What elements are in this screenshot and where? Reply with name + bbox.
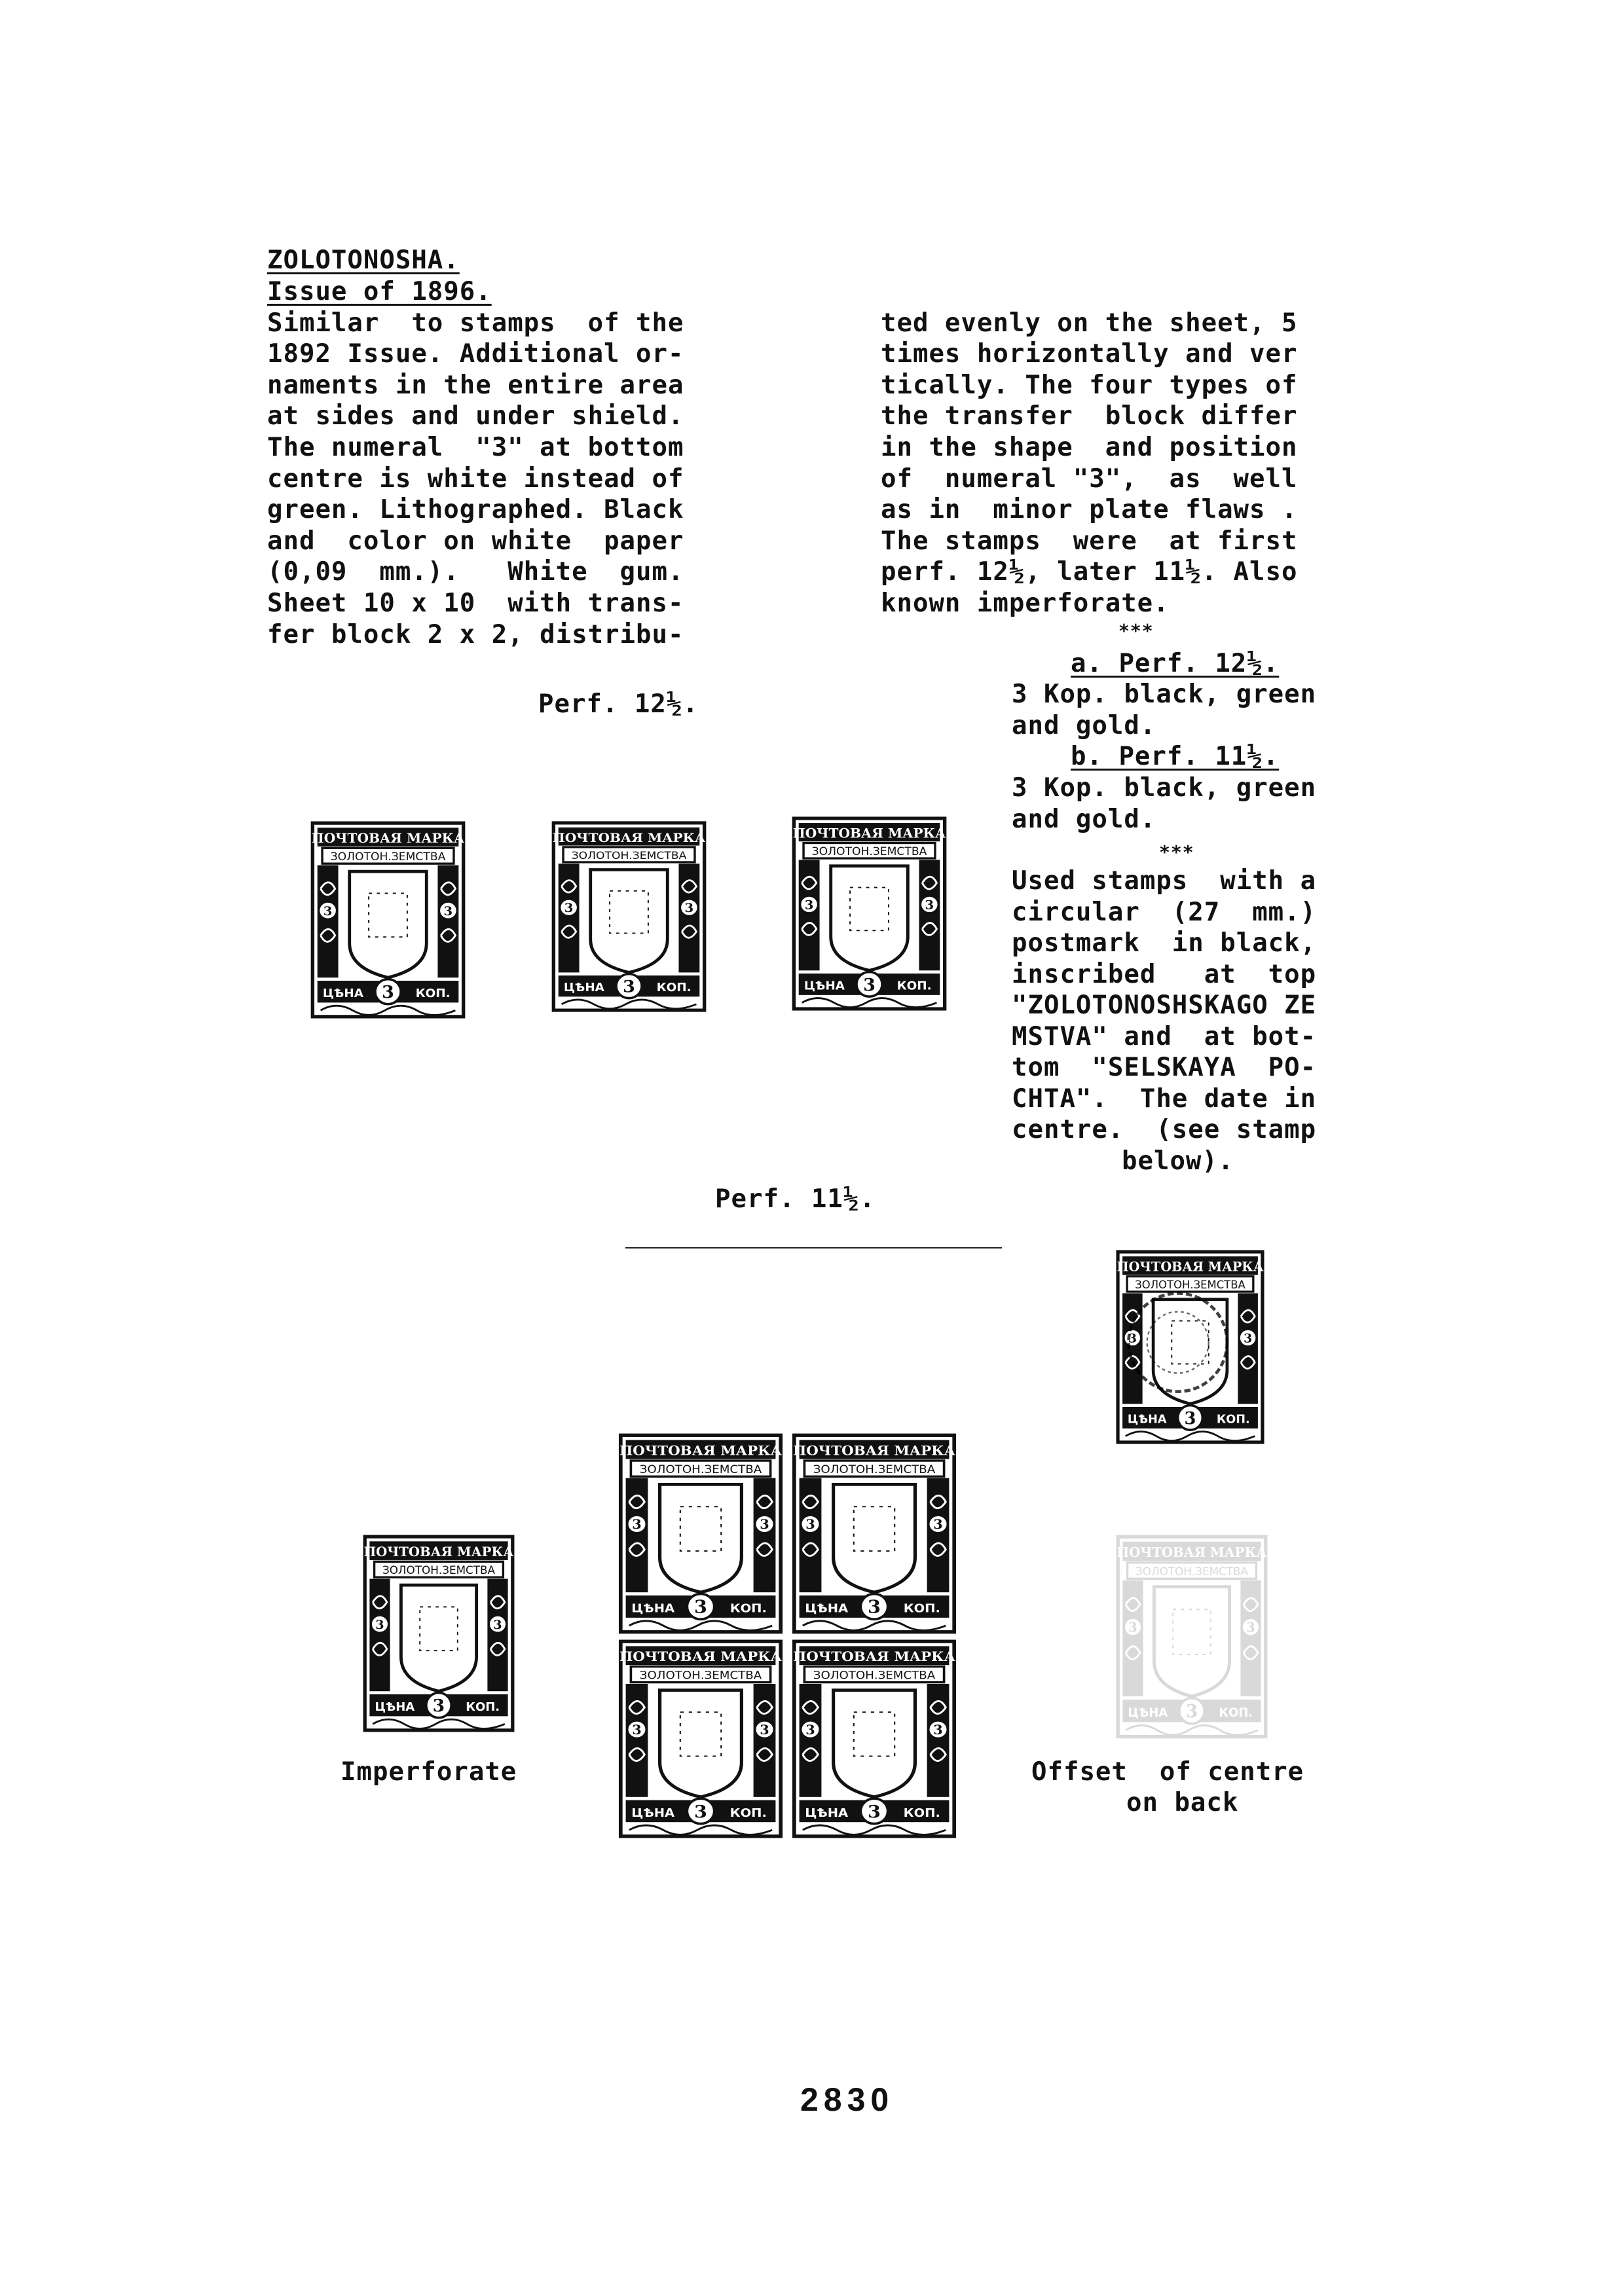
page-number: 2830	[800, 2081, 895, 2118]
variety-a-line: and gold.	[1012, 711, 1156, 740]
svg-text:ЦѢНА: ЦѢНА	[631, 1806, 675, 1820]
svg-text:3: 3	[933, 1516, 943, 1533]
svg-text:ЦѢНА: ЦѢНА	[805, 1602, 849, 1616]
stamp-block-tr	[789, 1430, 959, 1637]
issue-subtitle: Issue of 1896.	[267, 277, 492, 306]
svg-text:ЗОЛОТОН.ЗЕМСТВА: ЗОЛОТОН.ЗЕМСТВА	[811, 845, 927, 858]
right-line: as in minor plate flaws .	[881, 495, 1298, 524]
svg-text:ЦѢНА: ЦѢНА	[1127, 1413, 1167, 1427]
left-line: Sheet 10 x 10 with trans-	[267, 589, 684, 618]
left-line: 1892 Issue. Additional or-	[267, 339, 684, 369]
svg-text:3: 3	[933, 1722, 943, 1738]
svg-text:3: 3	[493, 1616, 502, 1632]
svg-text:3: 3	[863, 975, 876, 995]
right-line: ted evenly on the sheet, 5	[881, 308, 1298, 338]
svg-text:ЗОЛОТОН.ЗЕМСТВА: ЗОЛОТОН.ЗЕМСТВА	[330, 850, 446, 863]
svg-text:ЗОЛОТОН.ЗЕМСТВА: ЗОЛОТОН.ЗЕМСТВА	[1135, 1278, 1246, 1291]
stamp-offset-back	[1113, 1532, 1270, 1741]
stamp-block-br	[789, 1637, 959, 1841]
note-line: "ZOLOTONOSHSKAGO ZE	[1012, 991, 1317, 1020]
svg-text:3: 3	[443, 903, 453, 919]
note-line: CHTA". The date in	[1012, 1084, 1317, 1114]
svg-text:КОП.: КОП.	[896, 979, 932, 993]
variety-b-heading: b. Perf. 11½.	[1071, 742, 1280, 771]
svg-text:ПОЧТОВАЯ МАРКА: ПОЧТОВАЯ МАРКА	[793, 1443, 955, 1459]
svg-text:КОП.: КОП.	[415, 987, 451, 1000]
variety-a-line: 3 Kop. black, green	[1012, 680, 1317, 709]
svg-text:ЦѢНА: ЦѢНА	[322, 987, 363, 1000]
svg-text:3: 3	[1244, 1331, 1253, 1346]
stamp-used-postmarked	[1113, 1247, 1267, 1447]
variety-b-line: and gold.	[1012, 805, 1156, 834]
svg-text:ЗОЛОТОН.ЗЕМСТВА: ЗОЛОТОН.ЗЕМСТВА	[813, 1463, 936, 1476]
stamp-imperforate	[360, 1532, 517, 1735]
svg-text:ПОЧТОВАЯ МАРКА: ПОЧТОВАЯ МАРКА	[619, 1649, 782, 1664]
right-line: The stamps were at first	[881, 526, 1298, 556]
svg-text:3: 3	[694, 1802, 707, 1822]
svg-text:3: 3	[432, 1696, 445, 1717]
perf-11-label: Perf. 11½.	[715, 1184, 876, 1214]
left-line: at sides and under shield.	[267, 401, 684, 431]
svg-text:ПОЧТОВАЯ МАРКА: ПОЧТОВАЯ МАРКА	[1116, 1544, 1267, 1561]
svg-text:ЗОЛОТОН.ЗЕМСТВА: ЗОЛОТОН.ЗЕМСТВА	[571, 849, 687, 862]
note-line: circular (27 mm.)	[1012, 898, 1317, 927]
svg-text:3: 3	[564, 901, 574, 915]
stamp-perf12-1	[308, 818, 468, 1021]
offset-label-line2: on back	[1126, 1788, 1239, 1817]
perf-11-rule	[625, 1247, 1002, 1248]
note-line: centre. (see stamp	[1012, 1115, 1317, 1144]
svg-text:ЦѢНА: ЦѢНА	[1128, 1705, 1168, 1720]
svg-text:3: 3	[1246, 1620, 1255, 1635]
right-line: known imperforate.	[881, 589, 1170, 618]
svg-text:ЦѢНА: ЦѢНА	[805, 1806, 849, 1820]
svg-text:ПОЧТОВАЯ МАРКА: ПОЧТОВАЯ МАРКА	[311, 830, 465, 846]
svg-text:ПОЧТОВАЯ МАРКА: ПОЧТОВАЯ МАРКА	[619, 1443, 782, 1459]
svg-text:3: 3	[805, 1722, 815, 1738]
svg-text:ЗОЛОТОН.ЗЕМСТВА: ЗОЛОТОН.ЗЕМСТВА	[1135, 1565, 1249, 1579]
svg-text:КОП.: КОП.	[1216, 1413, 1250, 1427]
svg-text:3: 3	[694, 1596, 707, 1618]
note-line: postmark in black,	[1012, 928, 1317, 958]
separator-stars: ***	[1159, 841, 1194, 863]
left-line: centre is white instead of	[267, 464, 684, 494]
svg-text:3: 3	[632, 1516, 642, 1533]
svg-text:3: 3	[805, 1516, 815, 1533]
left-line: fer block 2 x 2, distribu-	[267, 620, 684, 649]
svg-text:ЦѢНА: ЦѢНА	[803, 979, 845, 993]
page-title: ZOLOTONOSHA.	[267, 246, 460, 275]
svg-text:ПОЧТОВАЯ МАРКА: ПОЧТОВАЯ МАРКА	[792, 826, 946, 841]
svg-text:3: 3	[684, 901, 694, 915]
right-line: times horizontally and ver	[881, 339, 1298, 369]
svg-text:ЗОЛОТОН.ЗЕМСТВА: ЗОЛОТОН.ЗЕМСТВА	[813, 1669, 936, 1683]
svg-text:ЗОЛОТОН.ЗЕМСТВА: ЗОЛОТОН.ЗЕМСТВА	[639, 1463, 762, 1476]
svg-text:3: 3	[760, 1722, 769, 1738]
left-line: (0,09 mm.). White gum.	[267, 557, 684, 587]
stamp-block-tl	[616, 1430, 786, 1637]
svg-text:КОП.: КОП.	[729, 1806, 767, 1820]
svg-text:КОП.: КОП.	[1219, 1705, 1253, 1720]
left-line: naments in the entire area	[267, 371, 684, 400]
svg-text:КОП.: КОП.	[466, 1700, 500, 1715]
svg-text:КОП.: КОП.	[903, 1602, 940, 1616]
svg-text:КОП.: КОП.	[729, 1602, 767, 1616]
svg-text:3: 3	[632, 1722, 642, 1738]
svg-text:3: 3	[323, 903, 333, 919]
svg-text:3: 3	[382, 982, 394, 1003]
svg-text:ПОЧТОВАЯ МАРКА: ПОЧТОВАЯ МАРКА	[1116, 1259, 1264, 1275]
right-line: the transfer block differ	[881, 401, 1298, 431]
left-line: green. Lithographed. Black	[267, 495, 684, 524]
svg-text:3: 3	[868, 1802, 881, 1822]
offset-label-line1: Offset of centre	[1031, 1757, 1304, 1787]
note-line: inscribed at top	[1012, 960, 1317, 989]
svg-text:3: 3	[868, 1596, 881, 1618]
imperforate-label: Imperforate	[341, 1757, 517, 1787]
svg-text:ЗОЛОТОН.ЗЕМСТВА: ЗОЛОТОН.ЗЕМСТВА	[382, 1563, 496, 1576]
svg-text:3: 3	[1185, 1701, 1198, 1722]
svg-text:3: 3	[623, 977, 635, 997]
svg-text:ЦѢНА: ЦѢНА	[631, 1602, 675, 1616]
svg-text:ЗОЛОТОН.ЗЕМСТВА: ЗОЛОТОН.ЗЕМСТВА	[639, 1669, 762, 1683]
svg-text:ПОЧТОВАЯ МАРКА: ПОЧТОВАЯ МАРКА	[552, 830, 706, 845]
svg-text:ПОЧТОВАЯ МАРКА: ПОЧТОВАЯ МАРКА	[363, 1544, 514, 1559]
svg-text:КОП.: КОП.	[656, 981, 692, 995]
stamp-block-bl	[616, 1637, 786, 1841]
svg-text:3: 3	[925, 897, 934, 913]
right-line: of numeral "3", as well	[881, 464, 1298, 494]
left-line: The numeral "3" at bottom	[267, 433, 684, 462]
left-line: Similar to stamps of the	[267, 308, 684, 338]
right-line: perf. 12½, later 11½. Also	[881, 557, 1298, 587]
variety-b-line: 3 Kop. black, green	[1012, 773, 1317, 803]
left-line: and color on white paper	[267, 526, 684, 556]
svg-text:3: 3	[804, 897, 814, 913]
svg-text:3: 3	[1184, 1408, 1196, 1429]
svg-text:3: 3	[1128, 1620, 1137, 1635]
note-line: MSTVA" and at bot-	[1012, 1022, 1317, 1051]
note-line: Used stamps with a	[1012, 866, 1317, 896]
svg-text:ЦѢНА: ЦѢНА	[375, 1700, 415, 1715]
note-line: below).	[1122, 1146, 1234, 1176]
svg-text:ПОЧТОВАЯ МАРКА: ПОЧТОВАЯ МАРКА	[793, 1649, 955, 1664]
svg-text:ЦѢНА: ЦѢНА	[563, 981, 604, 995]
separator-stars: ***	[1118, 620, 1154, 642]
variety-a-heading: a. Perf. 12½.	[1071, 649, 1280, 678]
svg-text:3: 3	[375, 1616, 384, 1632]
perf-12-label: Perf. 12½.	[538, 689, 699, 719]
stamp-perf12-3	[789, 814, 950, 1013]
svg-text:КОП.: КОП.	[903, 1806, 940, 1820]
stamp-perf12-2	[549, 818, 709, 1015]
right-line: tically. The four types of	[881, 371, 1298, 400]
svg-text:3: 3	[1128, 1331, 1137, 1346]
note-line: tom "SELSKAYA PO-	[1012, 1053, 1317, 1082]
svg-text:3: 3	[760, 1516, 769, 1533]
right-line: in the shape and position	[881, 433, 1298, 462]
